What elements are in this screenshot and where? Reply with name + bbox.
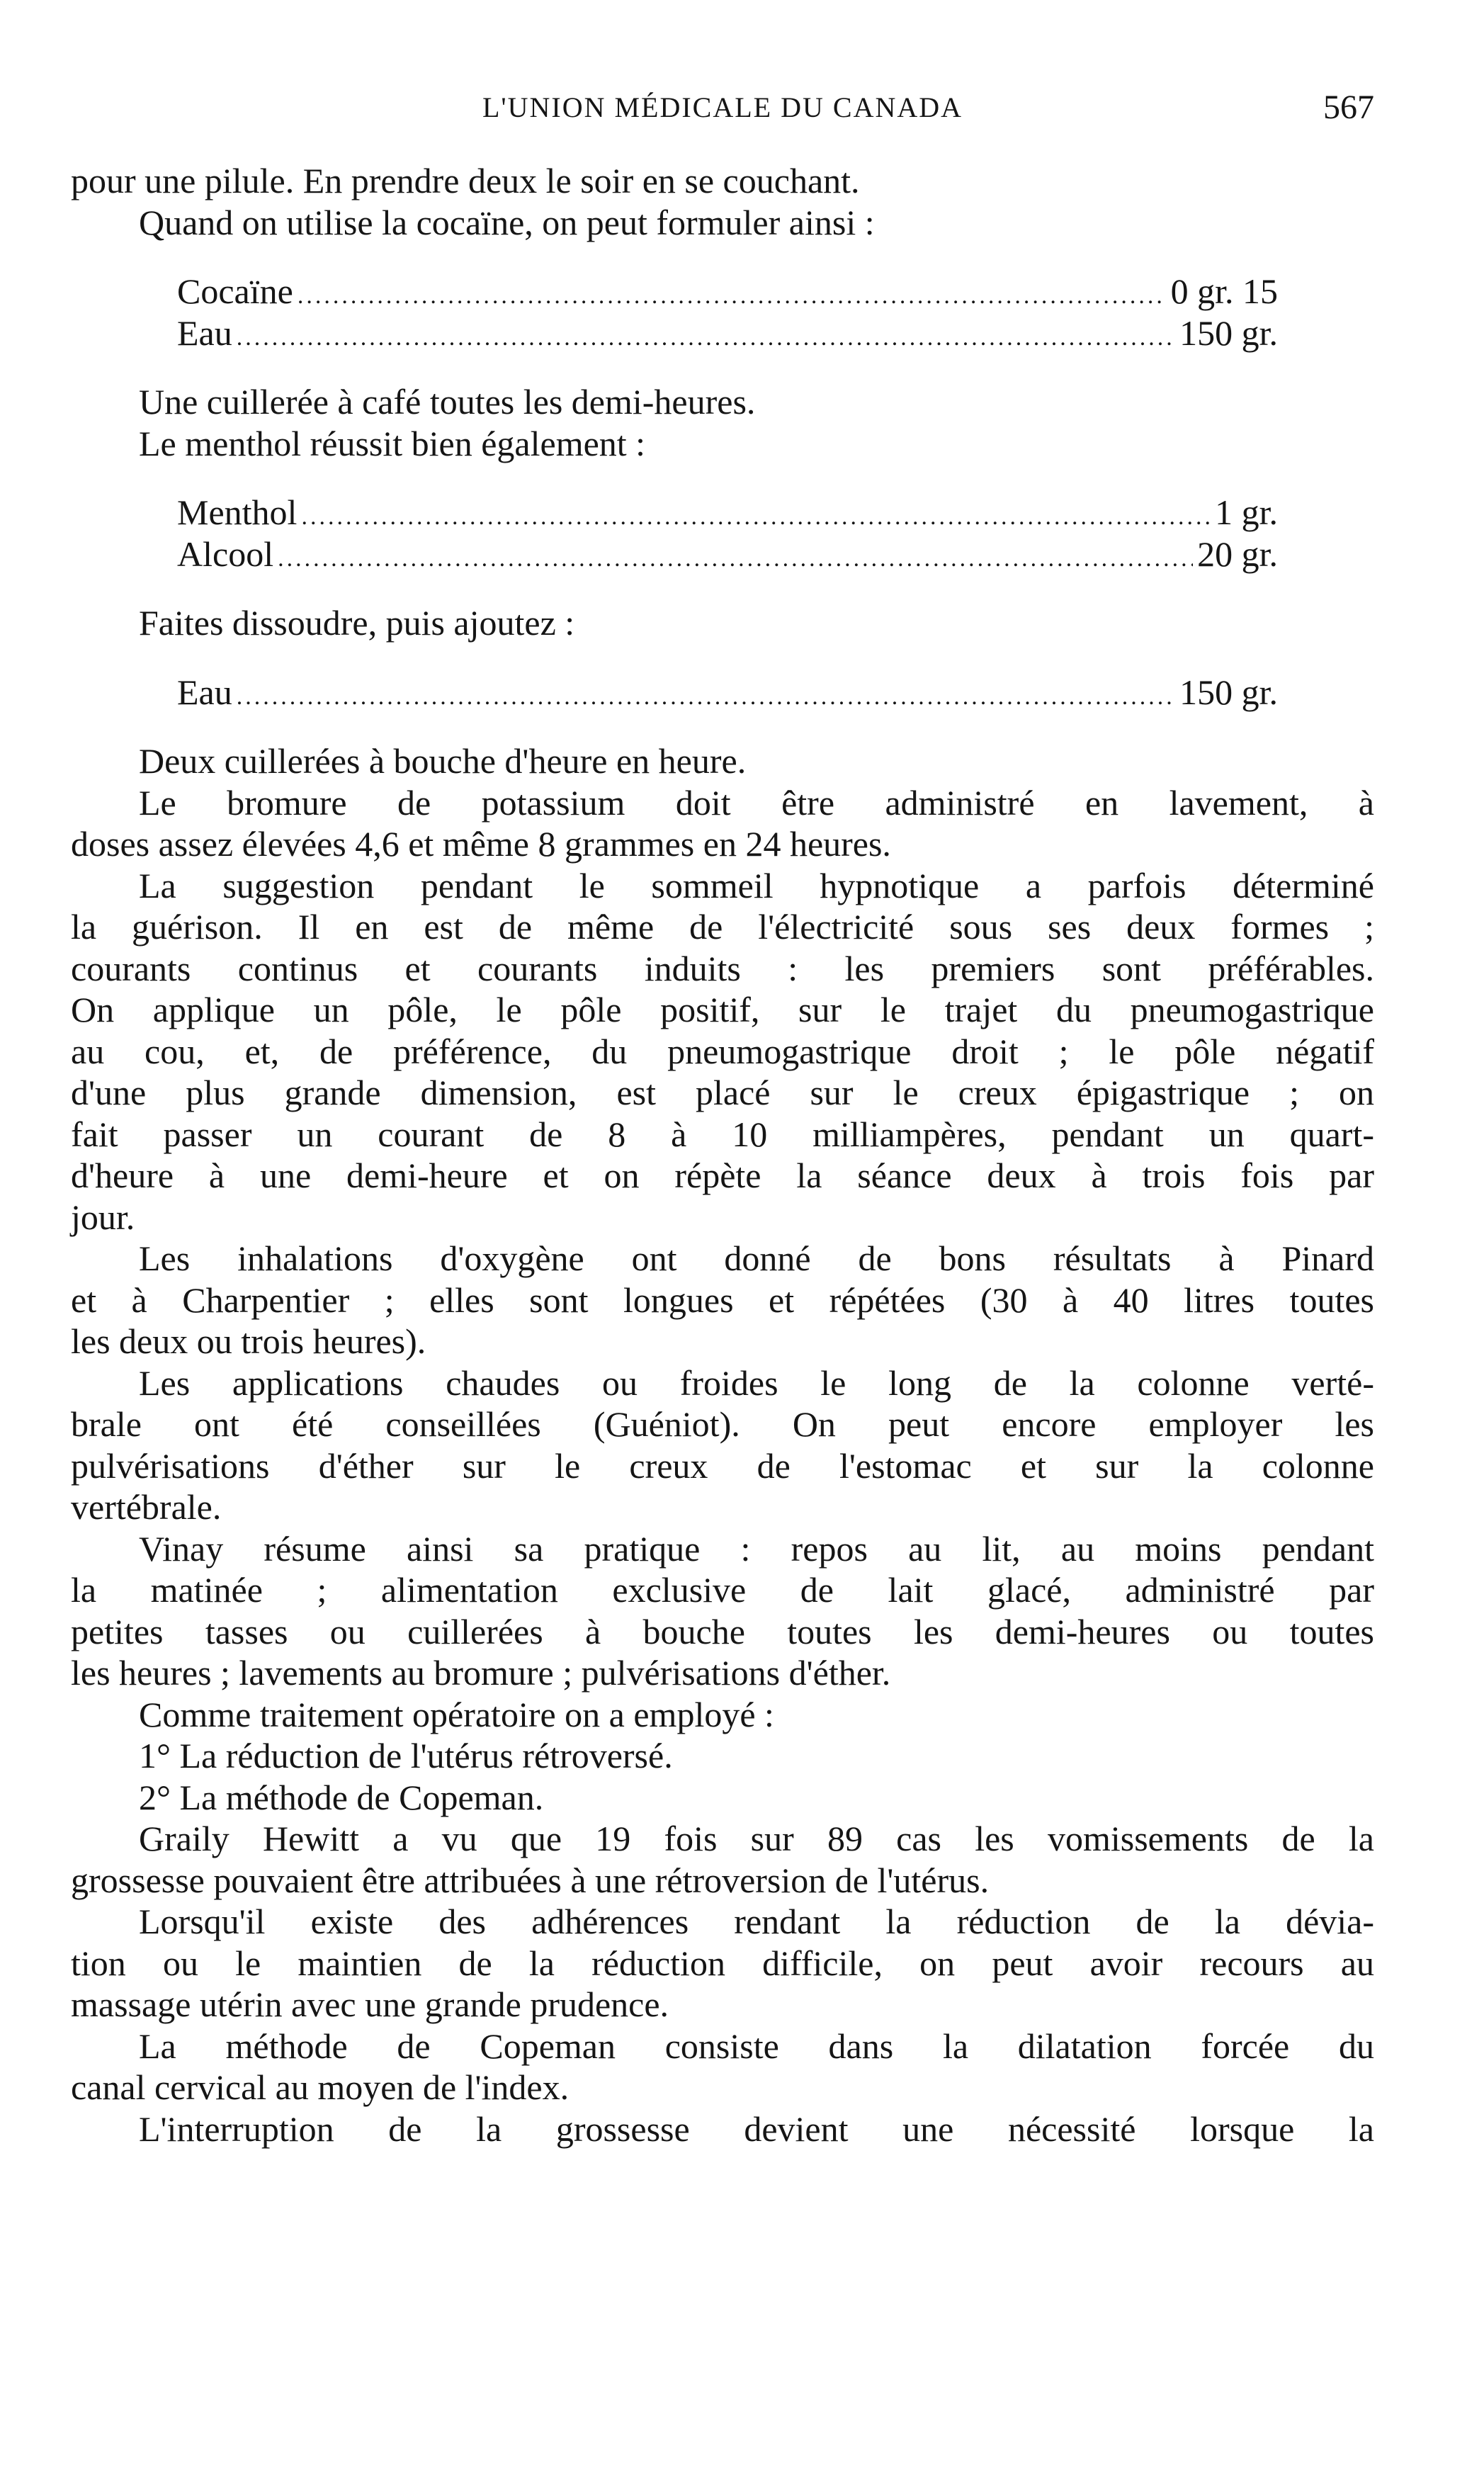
text-line: courants continus et courants induits : les premiers sont préférables.: [71, 948, 1374, 988]
page-body: [71, 160, 1374, 2150]
page-header: [71, 91, 1374, 133]
formula-row: [71, 312, 1278, 354]
text-line: vertébrale.: [71, 1487, 222, 1527]
text-line: canal cervical au moyen de l'index.: [71, 2067, 570, 2107]
text-line: et à Charpentier ; elles sont longues et répétées (30 à 40 litres toutes: [71, 1280, 1374, 1320]
text-line: Vinay résume ainsi sa pratique : repos au lit, au moins pendant: [139, 1528, 1374, 1569]
text-line: Les inhalations d'oxygène ont donné de bons résultats à Pinard: [139, 1238, 1374, 1278]
formula-row: [71, 271, 1278, 312]
formula-row: [71, 533, 1278, 575]
text-line: pulvérisations d'éther sur le creux de l'estomac et sur la colonne: [71, 1445, 1374, 1486]
running-title: L'UNION MÉDICALE DU CANADA: [482, 91, 963, 123]
leader-dots: [237, 317, 1175, 359]
text-line: Les applications chaudes ou froides le long de la colonne verté-: [139, 1362, 1374, 1403]
formula-row: [71, 492, 1278, 533]
spacer: [71, 243, 1374, 271]
text-line: L'interruption de la grossesse devient une nécessité lorsque la: [139, 2108, 1374, 2149]
text-line: fait passer un courant de 8 à 10 milliampères, pendant un quart-: [71, 1114, 1374, 1154]
text-line: Le menthol réussit bien également :: [139, 423, 646, 463]
text-line: Faites dissoudre, puis ajoutez :: [139, 603, 575, 643]
text-line: La méthode de Copeman consiste dans la dilatation forcée du: [139, 2026, 1374, 2066]
text-line: La suggestion pendant le sommeil hypnotique a parfois déterminé: [139, 865, 1374, 905]
text-line: les deux ou trois heures).: [71, 1321, 426, 1361]
formula-row: [71, 672, 1278, 713]
leader-dots: [278, 538, 1193, 580]
ingredient-name: Menthol: [177, 492, 298, 532]
text-line: la matinée ; alimentation exclusive de lait glacé, administré par: [71, 1570, 1374, 1610]
text-line: d'heure à une demi-heure et on répète la séance deux à trois fois par: [71, 1156, 1374, 1195]
page-number: 567: [1323, 89, 1374, 126]
text-line: brale ont été conseillées (Guéniot). On peut encore employer les: [71, 1404, 1374, 1444]
text-line: au cou, et, de préférence, du pneumogastrique droit ; le pôle négatif: [71, 1031, 1374, 1071]
text-line: grossesse pouvaient être attribuées à une rétroversion de l'utérus.: [71, 1860, 990, 1900]
text-line: 1° La réduction de l'utérus rétroversé.: [139, 1736, 673, 1775]
text-line: Une cuillerée à café toutes les demi-heures.: [139, 382, 756, 422]
ingredient-amount: 20 gr.: [1197, 533, 1278, 574]
leader-dots: [301, 497, 1211, 538]
text-line: massage utérin avec une grande prudence.: [71, 1984, 669, 2024]
text-line: Le bromure de potassium doit être administré en lavement, à: [139, 782, 1374, 823]
text-line: petites tasses ou cuillerées à bouche toutes les demi-heures ou toutes: [71, 1611, 1374, 1651]
text-line: On applique un pôle, le pôle positif, sur le trajet du pneumogastrique: [71, 990, 1374, 1029]
ingredient-amount: 0 gr. 15: [1170, 271, 1278, 311]
text-line: Quand on utilise la cocaïne, on peut formuler ainsi :: [139, 202, 875, 242]
spacer: [71, 644, 1374, 672]
leader-dots: [298, 276, 1167, 317]
ingredient-amount: 150 gr.: [1179, 312, 1278, 353]
text-line: tion ou le maintien de la réduction difficile, on peut avoir recours au: [71, 1943, 1374, 1983]
text-line: Comme traitement opératoire on a employé :: [139, 1694, 774, 1734]
ingredient-amount: 150 gr.: [1179, 672, 1278, 712]
ingredient-name: Cocaïne: [177, 271, 293, 311]
text-line: Graily Hewitt a vu que 19 fois sur 89 cas les vomissements de la: [139, 1819, 1374, 1858]
text-line: les heures ; lavements au bromure ; pulvérisations d'éther.: [71, 1653, 891, 1693]
text-line: 2° La méthode de Copeman.: [139, 1777, 544, 1817]
text-line: pour une pilule. En prendre deux le soir en se couchant.: [71, 161, 860, 200]
text-line: la guérison. Il en est de même de l'électricité sous ses deux formes ;: [71, 907, 1374, 947]
ingredient-name: Alcool: [177, 533, 274, 574]
leader-dots: [237, 677, 1175, 718]
text-line: Lorsqu'il existe des adhérences rendant la réduction de la dévia-: [139, 1902, 1374, 1941]
text-line: d'une plus grande dimension, est placé sur le creux épigastrique ; on: [71, 1073, 1374, 1112]
text-line: doses assez élevées 4,6 et même 8 grammes en 24 heures.: [71, 824, 891, 864]
ingredient-amount: 1 gr.: [1215, 492, 1278, 532]
ingredient-name: Eau: [177, 312, 232, 353]
text-line: Deux cuillerées à bouche d'heure en heure.: [139, 741, 747, 781]
ingredient-name: Eau: [177, 672, 232, 712]
text-line: jour.: [71, 1197, 135, 1237]
spacer: [71, 464, 1374, 492]
